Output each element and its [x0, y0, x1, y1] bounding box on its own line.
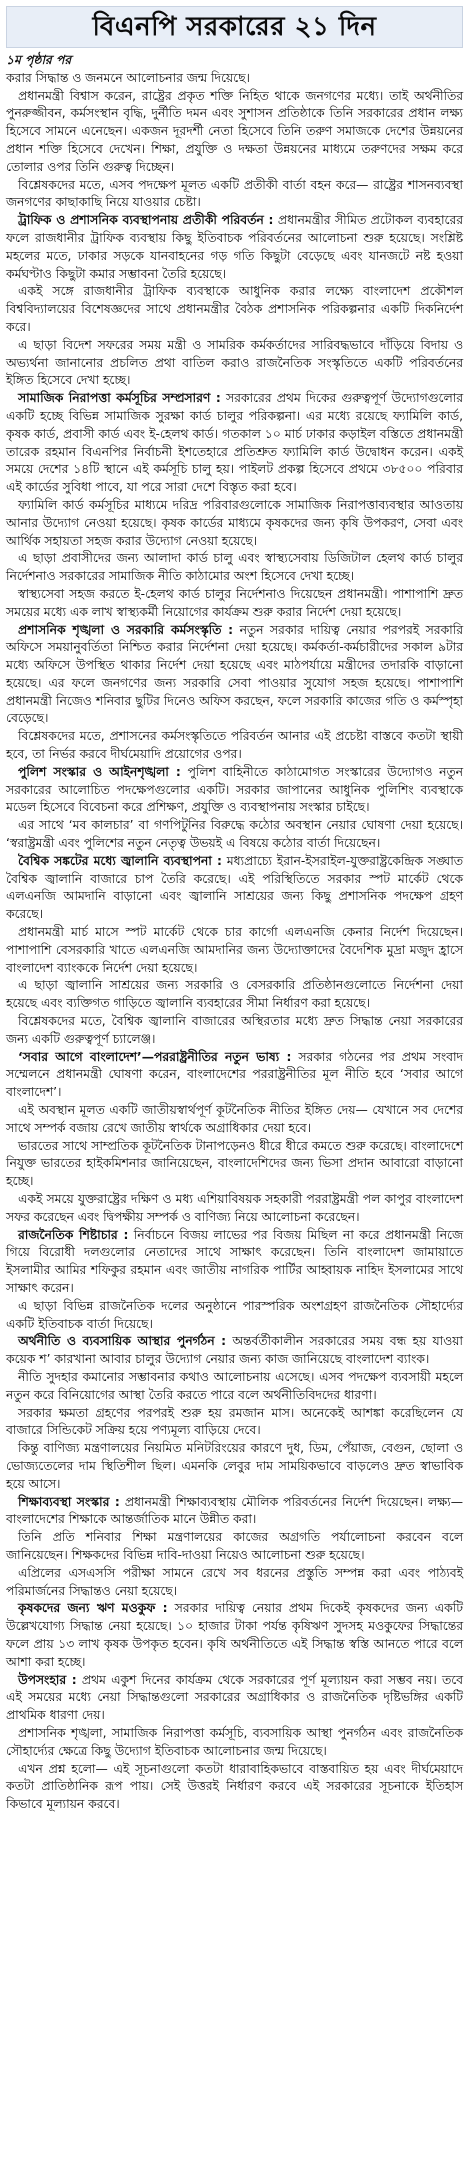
article-paragraph: [6, 1369, 463, 1405]
paragraph-text: প্রশাসনিক শৃঙ্খলা, সামাজিক নিরাপত্তা কর্মসূচি, ব্যবসায়িক আস্থা পুনর্গঠন এবং রাজনৈতিক সৌহার্দ্যের ক্ষেত্রে কিছু উদ্যোগ ইতিবাচক আলোচনার জন্ম দিয়েছে।: [6, 1725, 463, 1758]
article-paragraph: [6, 728, 463, 764]
paragraph-text: করার সিদ্ধান্ত ও জনমনে আলোচনার জন্ম দিয়েছে।: [6, 70, 250, 85]
section-heading: উপসংহার :: [18, 1672, 77, 1687]
article-paragraph: [6, 337, 463, 390]
paragraph-text: কিন্তু বাণিজ্য মন্ত্রণালয়ের নিয়মিত মনিটরিংয়ের কারণে দুধ, ডিম, পেঁয়াজ, বেগুন, ছোলা ও ভোজ্যতেলের দাম স্থিতিশীল ছিল। এমনকি লেবুর দাম সাময়িকভাবে বাড়লেও দ্রুত স্বাভাবিক হয়ে আসে।: [6, 1441, 463, 1491]
article-paragraph: [6, 88, 463, 177]
paragraph-text: ভারতের সাথে সাম্প্রতিক কূটনৈতিক টানাপড়েনও ধীরে ধীরে কমতে শুরু করেছে। বাংলাদেশে নিযুক্ত ভারতের হাইকমিশনার জানিয়েছেন, বাংলাদেশিদের জন্য ভিসা প্রদান আবারো বাড়ানো হচ্ছে।: [6, 1138, 463, 1189]
section-paragraph: [6, 1333, 463, 1369]
paragraph-text: বিশ্লেষকদের মতে, বৈশ্বিক জ্বালানি বাজারের অস্থিরতার মধ্যে দ্রুত সিদ্ধান্ত নেয়া সরকারের জন্য একটি গুরুত্বপূর্ণ চ্যালেঞ্জ।: [6, 1014, 463, 1046]
article-paragraph: [6, 817, 463, 853]
dateline: ১ম পৃষ্ঠার পর: [6, 53, 72, 67]
section-paragraph: [6, 1227, 463, 1298]
section-heading: ট্রাফিক ও প্রশাসনিক ব্যবস্থাপনায় প্রতীকী পরিবর্তন :: [18, 213, 274, 228]
paragraph-text: এপ্রিলের এসএসসি পরীক্ষা সামনে রেখে সব ধরনের প্রস্তুতি সম্পন্ন করা এবং পাঠ্যবই পরিমার্জনের সিদ্ধান্তও নেয়া হয়েছে।: [6, 1565, 463, 1598]
article-paragraph: [6, 1405, 463, 1441]
paragraph-text: নতুন সরকার দায়িত্ব নেয়ার পরপরই সরকারি অফিসে সময়ানুবর্তিতা নিশ্চিত করার নির্দেশনা দেয়া হয়েছে। কর্মকর্তা-কর্মচারীদের সকাল ৯টার মধ্যে অফিসে উপস্থিত থাকার নির্দেশ দেয়া হয়েছে এবং মাঠপর্যায়ে মন্ত্রীদের তদারকি বাড়ানো হয়েছে। এর ফলে জনগণের জন্য সরকারি সেবা পাওয়ার সুযোগ সহজ হয়েছে। পাশাপাশি প্রধানমন্ত্রী নিজেও শনিবার ছুটির দিনেও অফিস করছেন, ফলে সরকারি কাজের গতি ও কর্মস্পৃহা বেড়েছে।: [6, 622, 463, 726]
paragraph-text: পুলিশ বাহিনীতে কাঠামোগত সংস্কারের উদ্যোগও নতুন সরকারের আলোচিত পদক্ষেপগুলোর একটি। সরকার জাপানের আধুনিক পুলিশিং ব্যবস্থাকে মডেল হিসেবে বিবেচনা করে প্রশিক্ষণ, প্রযুক্তি ও ব্যবস্থাপনায় সংস্কার চাইছে।: [6, 764, 463, 815]
article-paragraph: [6, 586, 463, 622]
section-heading: বৈশ্বিক সঙ্কটের মধ্যে জ্বালানি ব্যবস্থাপনা :: [18, 853, 222, 868]
article-paragraph: [6, 1761, 463, 1814]
section-heading: শিক্ষাব্যবস্থা সংস্কার :: [18, 1494, 120, 1509]
section-paragraph: [6, 1494, 463, 1530]
paragraph-text: বিশ্লেষকদের মতে, প্রশাসনের কর্মসংস্কৃতিতে পরিবর্তন আনার এই প্রচেষ্টা বাস্তবে কতটা স্থায়ী হবে, তা নির্ভর করবে দীর্ঘমেয়াদি প্রয়োগের ওপর।: [6, 729, 463, 762]
article-paragraph: [6, 1191, 463, 1227]
article-paragraph: [6, 177, 463, 213]
article-paragraph: [6, 1565, 463, 1601]
article-paragraph: [6, 1013, 463, 1049]
section-heading: সামাজিক নিরাপত্তা কর্মসূচির সম্প্রসারণ :: [18, 391, 221, 406]
paragraph-text: একই সময়ে যুক্তরাষ্ট্রের দক্ষিণ ও মধ্য এশিয়াবিষয়ক সহকারী পররাষ্ট্রমন্ত্রী পল কাপুর বাংলাদেশ সফর করেছেন এবং দ্বিপক্ষীয় সম্পর্ক ও বাণিজ্য নিয়ে আলোচনা করেছেন।: [6, 1192, 463, 1224]
article-paragraph: [6, 550, 463, 586]
article-paragraph: [6, 1298, 463, 1334]
paragraph-text: মধ্যপ্রাচ্যে ইরান-ইসরাইল-যুক্তরাষ্ট্রকেন্দ্রিক সঙ্ঘাত বৈশ্বিক জ্বালানি বাজারে চাপ তৈরি করেছে। এই পরিস্থিতিতে সরকার স্পট মার্কেট থেকে এলএনজি আমদানি বাড়ানো এবং জ্বালানি সাশ্রয়ের জন্য কিছু প্রশাসনিক পদক্ষেপ গ্রহণ করেছে।: [6, 853, 463, 922]
paragraph-text: প্রধানমন্ত্রী শিক্ষাব্যবস্থায় মৌলিক পরিবর্তনের নির্দেশ দিয়েছেন। লক্ষ্য— বাংলাদেশের শিক্ষাকে আন্তর্জাতিক মানে উন্নীত করা।: [6, 1494, 463, 1527]
paragraph-text: সরকার গঠনের পর প্রথম সংবাদ সম্মেলনে প্রধানমন্ত্রী ঘোষণা করেন, বাংলাদেশের পররাষ্ট্রনীতির মূল নীতি হবে ‘সবার আগে বাংলাদেশ’।: [6, 1049, 463, 1100]
article-paragraph: [6, 924, 463, 977]
section-paragraph: [6, 622, 463, 729]
paragraph-text: স্বাস্থ্যসেবা সহজ করতে ই-হেলথ কার্ড চালুর নির্দেশনাও দিয়েছেন প্রধানমন্ত্রী। পাশাপাশি দ্রুত সময়ের মধ্যে এক লাখ স্বাস্থ্যকর্মী নিয়োগের কার্যক্রম শুরু করার নির্দেশ দেয়া হয়েছে।: [6, 586, 463, 619]
section-heading: প্রশাসনিক শৃঙ্খলা ও সরকারি কর্মসংস্কৃতি :: [18, 622, 234, 637]
article-paragraph: [6, 70, 463, 88]
paragraph-text: প্রধানমন্ত্রী বিশ্বাস করেন, রাষ্ট্রের প্রকৃত শক্তি নিহিত থাকে জনগণের মধ্যে। তাই অর্থনীতির পুনরুজ্জীবন, কর্মসংস্থান বৃদ্ধি, দুর্নীতি দমন এবং সুশাসন প্রতিষ্ঠাকে তিনি সরকারের প্রধান লক্ষ্য হিসেবে সামনে এনেছেন। একজন দূরদর্শী নেতা হিসেবে তিনি তরুণ সমাজকে দেশের উন্নয়নের প্রধান শক্তি হিসেবে দেখেন। শিক্ষা, প্রযুক্তি ও দক্ষতা উন্নয়নের মাধ্যমে তরুণদের সক্ষম করে তোলার ওপর তিনি গুরুত্ব দিচ্ছেন।: [6, 88, 463, 174]
paragraph-text: প্রধানমন্ত্রী মার্চ মাসে স্পট মার্কেট থেকে চার কার্গো এলএনজি কেনার নির্দেশ দিয়েছেন। পাশাপাশি বেসরকারি খাতে এলএনজি আমদানির জন্য উদ্যোক্তাদের বৈদেশিক মুদ্রা মজুদ হ্রাসে বাংলাদেশ ব্যাংককে নির্দেশ দেয়া হয়েছে।: [6, 925, 463, 975]
section-paragraph: [6, 390, 463, 497]
article-paragraph: [6, 1102, 463, 1138]
section-paragraph: [6, 212, 463, 283]
paragraph-text: এর সাথে ‘মব কালচার’ বা গণপিটুনির বিরুদ্ধে কঠোর অবস্থান নেয়ার ঘোষণা দেয়া হয়েছে। ‘স্বরাষ্ট্রমন্ত্রী এবং পুলিশের নতুন নেতৃত্ব উভয়ই এ বিষয়ে কঠোর বার্তা দিয়েছেন।: [6, 818, 463, 851]
article-body: [6, 52, 463, 1814]
paragraph-text: একই সঙ্গে রাজধানীর ট্রাফিক ব্যবস্থাকে আধুনিক করার লক্ষ্যে বাংলাদেশ প্রকৌশল বিশ্ববিদ্যালয়ের বিশেষজ্ঞদের সাথে প্রধানমন্ত্রীর বৈঠক প্রশাসনিক পরিকল্পনার একটি দিকনির্দেশ করে।: [6, 284, 463, 334]
article-paragraph: [6, 1440, 463, 1493]
article-paragraph: [6, 1529, 463, 1565]
section-paragraph: [6, 1600, 463, 1671]
section-heading: রাজনৈতিক শিষ্টাচার :: [18, 1227, 129, 1242]
section-heading: ‘সবার আগে বাংলাদেশ’—পররাষ্ট্রনীতির নতুন ভাষ্য :: [18, 1049, 292, 1064]
headline: বিএনপি সরকারের ২১ দিন: [6, 6, 463, 48]
paragraph-text: এখন প্রশ্ন হলো— এই সূচনাগুলো কতটা ধারাবাহিকভাবে বাস্তবায়িত হয় এবং দীর্ঘমেয়াদে কতটা প্রাতিষ্ঠানিক রূপ পায়। সেই উত্তরই নির্ধারণ করবে এই সরকারের সূচনাকে ইতিহাস কিভাবে মূল্যায়ন করবে।: [6, 1761, 463, 1812]
paragraph-text: প্রথম একুশ দিনের কার্যক্রম থেকে সরকারের পূর্ণ মূল্যায়ন করা সম্ভব নয়। তবে এই সময়ের মধ্যে নেয়া সিদ্ধান্তগুলো সরকারের অগ্রাধিকার ও রাজনৈতিক দৃষ্টিভঙ্গির একটি প্রাথমিক ধারণা দেয়।: [6, 1672, 463, 1723]
paragraph-text: বিশ্লেষকদের মতে, এসব পদক্ষেপ মূলত একটি প্রতীকী বার্তা বহন করে— রাষ্ট্রের শাসনব্যবস্থা জনগণের কাছাকাছি নিয়ে যাওয়ার চেষ্টা।: [6, 177, 463, 210]
paragraph-text: সরকার ক্ষমতা গ্রহণের পরপরই শুরু হয় রমজান মাস। অনেকেই আশঙ্কা করেছিলেন যে বাজারে সিন্ডিকেট সক্রিয় হয়ে পণ্যমূল্য বাড়িয়ে দেবে।: [6, 1405, 463, 1438]
section-paragraph: [6, 1672, 463, 1725]
paragraph-text: সরকারের প্রথম দিকের গুরুত্বপূর্ণ উদ্যোগগুলোর একটি হচ্ছে বিভিন্ন সামাজিক সুরক্ষা কার্ড চালুর পরিকল্পনা। এর মধ্যে রয়েছে ফ্যামিলি কার্ড, কৃষক কার্ড, প্রবাসী কার্ড এবং ই-হেলথ কার্ড। গতকাল ১০ মার্চ ঢাকার কড়াইল বস্তিতে প্রধানমন্ত্রী তারেক রহমান বিএনপির নির্বাচনী ইশতেহারে প্রতিশ্রুত ফ্যামিলি কার্ড উদ্বোধন করেন। একই সময়ে দেশের ১৪টি স্থানে এই কর্মসূচি চালু হয়। পাইলট প্রকল্প হিসেবে প্রথমে ৩৮৫০০ পরিবার এই কার্ডের সুবিধা পাবে, যা পরে সারা দেশে বিস্তৃত করা হবে।: [6, 391, 463, 495]
article-paragraph: [6, 497, 463, 550]
paragraph-text: এ ছাড়া বিদেশ সফরের সময় মন্ত্রী ও সামরিক কর্মকর্তাদের সারিবদ্ধভাবে দাঁড়িয়ে বিদায় ও অভ্যর্থনা জানানোর প্রচলিত প্রথা বাতিল করাও রাজনৈতিক সংস্কৃতিতে একটি পরিবর্তনের ইঙ্গিত হিসেবে দেখা হচ্ছে।: [6, 337, 463, 388]
paragraph-text: নীতি সুদহার কমানোর সম্ভাবনার কথাও আলোচনায় এসেছে। এসব পদক্ষেপ ব্যবসায়ী মহলে নতুন করে বিনিয়োগের আস্থা তৈরি করতে পারে বলে অর্থনীতিবিদদের ধারণা।: [6, 1369, 463, 1402]
paragraph-text: এ ছাড়া বিভিন্ন রাজনৈতিক দলের অনুষ্ঠানে পারস্পরিক অংশগ্রহণ রাজনৈতিক সৌহার্দ্যের একটি ইতিবাচক বার্তা দিয়েছে।: [6, 1298, 463, 1331]
article-paragraph: [6, 977, 463, 1013]
paragraph-text: এ ছাড়া প্রবাসীদের জন্য আলাদা কার্ড চালু এবং স্বাস্থ্যসেবায় ডিজিটাল হেলথ কার্ড চালুর নির্দেশনাও সরকারের সামাজিক নীতি কাঠামোর অংশ হিসেবে দেখা হচ্ছে।: [6, 551, 463, 584]
section-heading: পুলিশ সংস্কার ও আইনশৃঙ্খলা :: [18, 764, 181, 779]
paragraph-text: সরকার দায়িত্ব নেয়ার প্রথম দিকেই কৃষকদের জন্য একটি উল্লেখযোগ্য সিদ্ধান্ত নেয়া হয়েছে। ১০ হাজার টাকা পর্যন্ত কৃষিঋণ সুদসহ মওকুফের সিদ্ধান্তের ফলে প্রায় ১৩ লাখ কৃষক উপকৃত হবেন। কৃষি অর্থনীতিতে এই সিদ্ধান্ত স্বস্তি আনতে পারে বলে আশা করা হচ্ছে।: [6, 1601, 463, 1669]
paragraph-text: এই অবস্থান মূলত একটি জাতীয়স্বার্থপূর্ণ কূটনৈতিক নীতির ইঙ্গিত দেয়— যেখানে সব দেশের সাথে সম্পর্ক বজায় রেখে জাতীয় স্বার্থকে অগ্রাধিকার দেয়া হবে।: [6, 1103, 463, 1135]
paragraph-text: অন্তর্বর্তীকালীন সরকারের সময় বন্ধ হয় যাওয়া কয়েক শ’ কারখানা আবার চালুর উদ্যোগ নেয়ার জন্য কাজ জানিয়েছে বাংলাদেশ ব্যাংক।: [6, 1334, 463, 1367]
section-paragraph: [6, 764, 463, 817]
paragraph-text: ফ্যামিলি কার্ড কর্মসূচির মাধ্যমে দরিদ্র পরিবারগুলোকে সামাজিক নিরাপত্তাব্যবস্থার আওতায় আনার উদ্যোগ নেওয়া হয়েছে। কৃষক কার্ডের মাধ্যমে কৃষকদের জন্য কৃষি উপকরণ, সেবা এবং আর্থিক সহায়তা সহজ করার উদ্যোগ নেওয়া হয়েছে।: [6, 497, 463, 548]
paragraph-text: নির্বাচনে বিজয় লাভের পর বিজয় মিছিল না করে প্রধানমন্ত্রী নিজে গিয়ে বিরোধী দলগুলোর নেতাদের সাথে সাক্ষাৎ করেছেন। তিনি বাংলাদেশ জামায়াতে ইসলামীর আমির শফিকুর রহমান এবং জাতীয় নাগরিক পার্টির আহ্বায়ক নাহিদ ইসলামের সাথে সাক্ষাৎ করেন।: [6, 1227, 463, 1295]
paragraph-text: প্রধানমন্ত্রীর সীমিত প্রটোকল ব্যবহারের ফলে রাজধানীর ট্রাফিক ব্যবস্থায় কিছু ইতিবাচক পরিবর্তনের আলোচনা শুরু হয়েছে। সংশ্লিষ্ট মহলের মতে, ঢাকার সড়কে যানবাহনের গড় গতি কিছুটা বেড়েছে এবং যানজটে নষ্ট হওয়া কর্মঘণ্টাও কিছুটা কমার সম্ভাবনা তৈরি হয়েছে।: [6, 213, 463, 281]
article-paragraph: [6, 283, 463, 336]
article-paragraph: [6, 1725, 463, 1761]
paragraph-text: তিনি প্রতি শনিবার শিক্ষা মন্ত্রণালয়ের কাজের অগ্রগতি পর্যালোচনা করবেন বলে জানিয়েছেন। শিক্ষকদের বিভিন্ন দাবি-দাওয়া নিয়েও আলোচনা শুরু হয়েছে।: [6, 1530, 463, 1562]
section-paragraph: [6, 1049, 463, 1102]
paragraph-text: এ ছাড়া জ্বালানি সাশ্রয়ের জন্য সরকারি ও বেসরকারি প্রতিষ্ঠানগুলোতে নির্দেশনা দেয়া হয়েছে এবং ব্যক্তিগত গাড়িতে জ্বালানি ব্যবহারের সীমা নির্ধারণ করা হয়েছে।: [6, 978, 463, 1011]
section-paragraph: [6, 853, 463, 924]
section-heading: কৃষকদের জন্য ঋণ মওকুফ :: [18, 1601, 168, 1616]
section-heading: অর্থনীতি ও ব্যবসায়িক আস্থার পুনর্গঠন :: [18, 1334, 227, 1349]
article-paragraph: [6, 1138, 463, 1191]
